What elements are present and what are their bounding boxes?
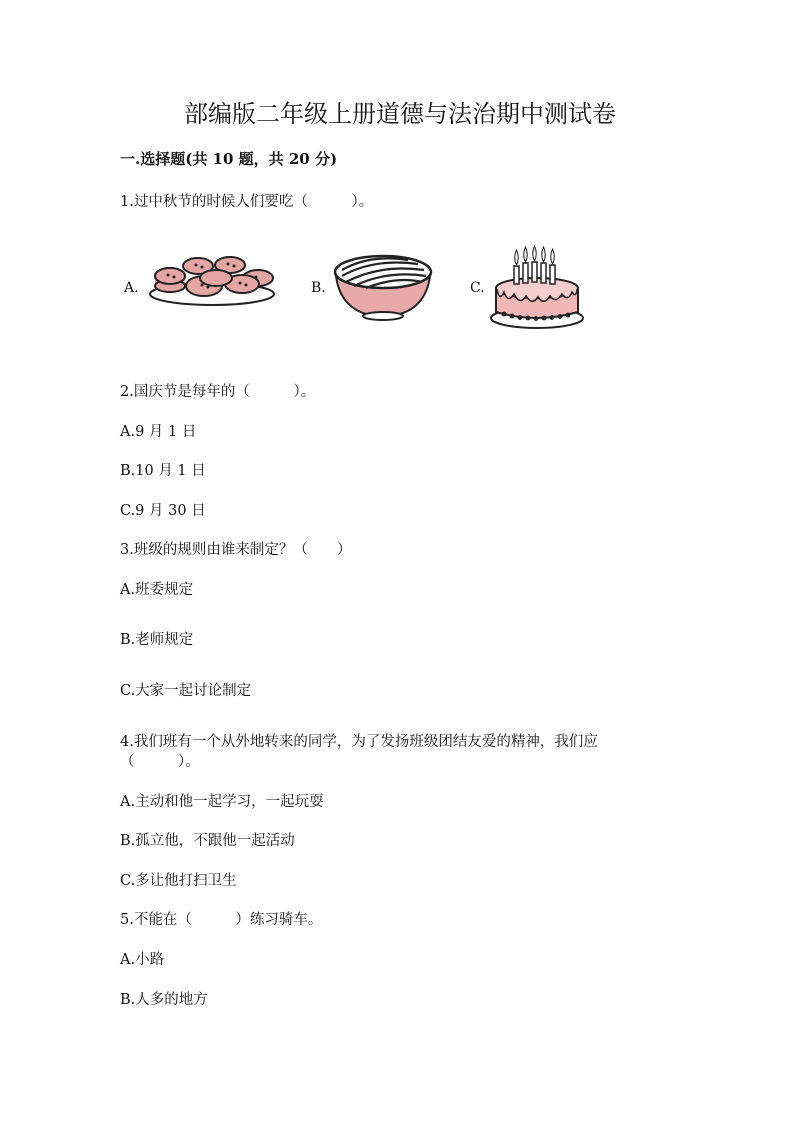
birthday-cake-icon <box>488 246 588 334</box>
question-1-option-c-label: C. <box>470 280 485 296</box>
question-1-option-b-label: B. <box>311 280 326 296</box>
question-4-option-a: A.主动和他一起学习，一起玩耍 <box>120 794 324 810</box>
question-5-option-b: B.人多的地方 <box>120 992 208 1008</box>
question-2-option-b: B.10 月 1 日 <box>120 463 206 479</box>
question-2-option-a: A.9 月 1 日 <box>120 424 197 440</box>
question-2-stem: 2.国庆节是每年的（ ）。 <box>120 384 316 400</box>
question-3-option-b: B.老师规定 <box>120 632 194 648</box>
section-heading: 一.选择题(共 10 题，共 20 分) <box>120 150 338 168</box>
noodle-bowl-icon <box>330 248 435 323</box>
question-5-stem: 5.不能在（ ）练习骑车。 <box>120 912 323 928</box>
mooncakes-icon <box>146 250 281 312</box>
question-2-option-c: C.9 月 30 日 <box>120 503 206 519</box>
question-1-option-a-label: A. <box>124 280 139 296</box>
question-4-stem-line-2: （ ）。 <box>120 754 200 770</box>
question-1-stem: 1.过中秋节的时候人们要吃（ ）。 <box>120 194 374 210</box>
question-3-stem: 3.班级的规则由谁来制定？（ ） <box>120 542 352 558</box>
question-5-option-a: A.小路 <box>120 952 165 968</box>
question-3-option-c: C.大家一起讨论制定 <box>120 683 252 699</box>
question-3-option-a: A.班委规定 <box>120 582 194 598</box>
question-4-stem-line-1: 4.我们班有一个从外地转来的同学，为了发扬班级团结友爱的精神，我们应 <box>120 734 598 750</box>
page-title: 部编版二年级上册道德与法治期中测试卷 <box>184 100 616 128</box>
question-4-option-c: C.多让他打扫卫生 <box>120 873 237 889</box>
question-4-option-b: B.孤立他，不跟他一起活动 <box>120 833 295 849</box>
